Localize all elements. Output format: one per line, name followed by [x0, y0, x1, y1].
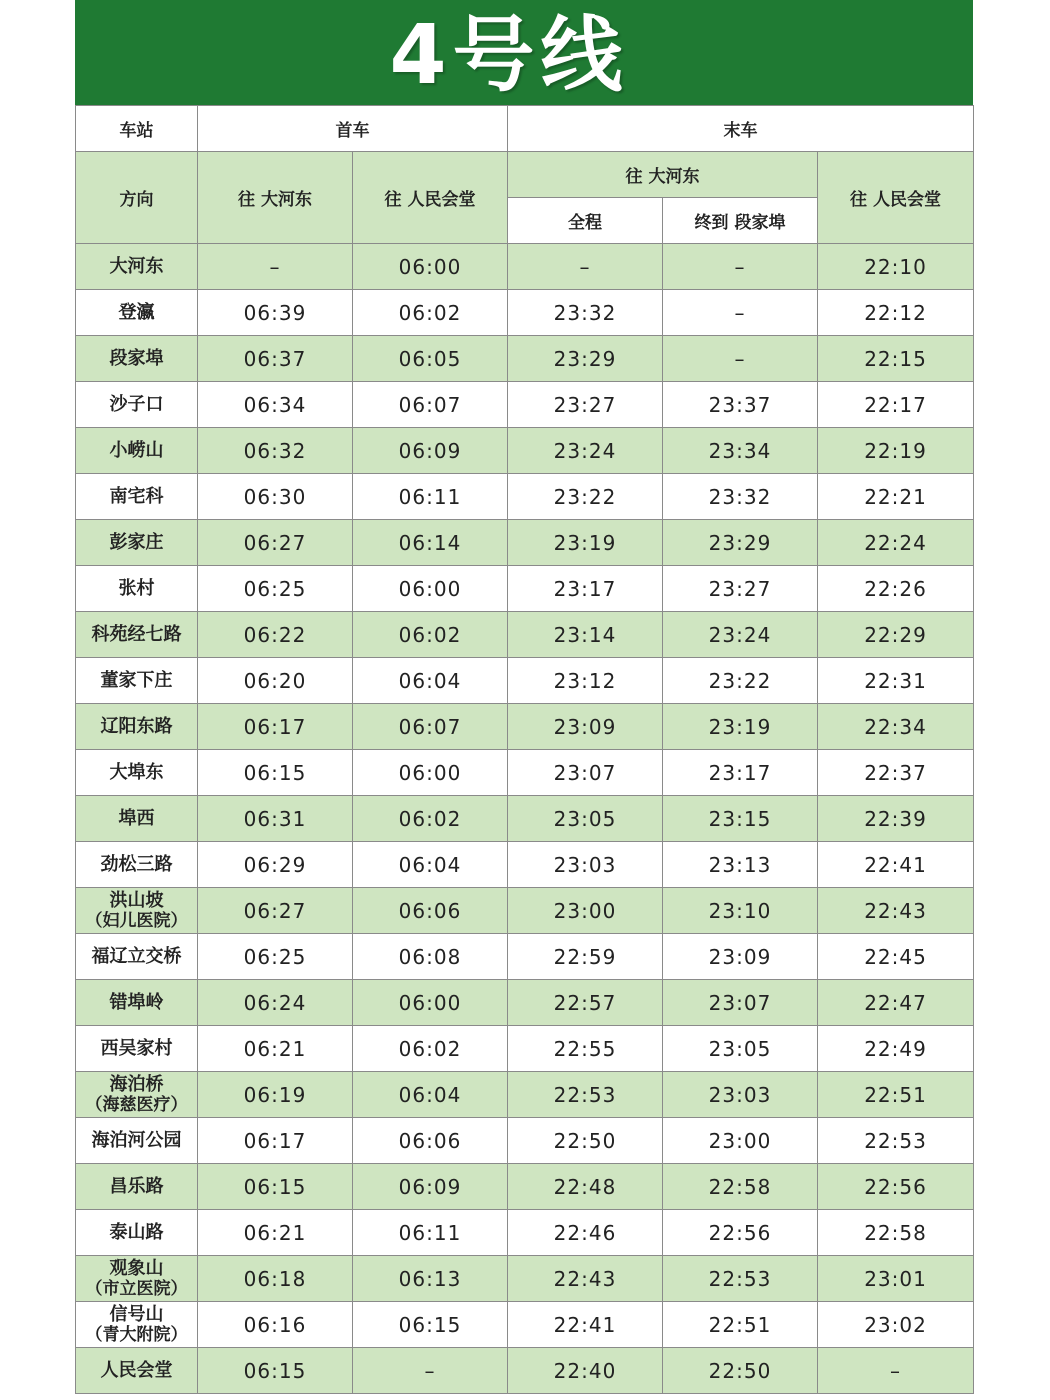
last-train-to-renmin: 22:24 — [818, 520, 974, 566]
timetable — [75, 105, 974, 1394]
first-train-to-renmin: 06:06 — [353, 888, 508, 934]
station-name: 大埠东 — [109, 761, 164, 783]
last-train-terminate-duanjiabu: 22:51 — [663, 1302, 818, 1348]
last-train-terminate-duanjiabu: 22:50 — [663, 1348, 818, 1394]
station-name: 小崂山 — [109, 439, 164, 461]
station-name-cell — [76, 428, 198, 474]
page-title: 4号线 — [389, 8, 629, 103]
header-first-to-renmin: 往 人民会堂 — [353, 152, 508, 244]
last-train-to-renmin: 23:01 — [818, 1256, 974, 1302]
last-train-full-route: 23:05 — [508, 796, 663, 842]
last-train-terminate-duanjiabu: 22:58 — [663, 1164, 818, 1210]
first-train-to-renmin: 06:02 — [353, 612, 508, 658]
last-train-terminate-duanjiabu: – — [663, 244, 818, 290]
table-row — [76, 704, 974, 750]
last-train-full-route: – — [508, 244, 663, 290]
station-name-cell — [76, 980, 198, 1026]
first-train-to-renmin: 06:02 — [353, 796, 508, 842]
table-row — [76, 244, 974, 290]
first-train-to-renmin: 06:14 — [353, 520, 508, 566]
last-train-terminate-duanjiabu: – — [663, 290, 818, 336]
last-train-full-route: 22:50 — [508, 1118, 663, 1164]
table-row — [76, 612, 974, 658]
header-row-1 — [76, 106, 974, 152]
station-name-cell — [76, 382, 198, 428]
first-train-to-renmin: 06:05 — [353, 336, 508, 382]
first-train-to-renmin: 06:00 — [353, 244, 508, 290]
last-train-to-renmin: – — [818, 1348, 974, 1394]
station-name-cell — [76, 612, 198, 658]
last-train-terminate-duanjiabu: 23:00 — [663, 1118, 818, 1164]
station-name: 西吴家村 — [100, 1037, 173, 1059]
last-train-full-route: 23:19 — [508, 520, 663, 566]
station-name-cell — [76, 888, 198, 934]
station-name-cell — [76, 934, 198, 980]
first-train-to-dahedong: 06:20 — [198, 658, 353, 704]
last-train-full-route: 23:24 — [508, 428, 663, 474]
first-train-to-dahedong: 06:30 — [198, 474, 353, 520]
header-terminate-duanjiabu: 终到 段家埠 — [663, 198, 818, 244]
station-name-cell — [76, 290, 198, 336]
station-name: 昌乐路 — [109, 1175, 164, 1197]
first-train-to-renmin: 06:09 — [353, 1164, 508, 1210]
station-name-cell — [76, 566, 198, 612]
station-name-cell — [76, 704, 198, 750]
last-train-to-renmin: 22:39 — [818, 796, 974, 842]
last-train-full-route: 23:27 — [508, 382, 663, 428]
first-train-to-dahedong: 06:24 — [198, 980, 353, 1026]
station-name-cell — [76, 1026, 198, 1072]
last-train-to-renmin: 22:43 — [818, 888, 974, 934]
station-name-cell — [76, 1118, 198, 1164]
first-train-to-dahedong: 06:21 — [198, 1026, 353, 1072]
last-train-to-renmin: 22:34 — [818, 704, 974, 750]
table-row — [76, 842, 974, 888]
first-train-to-dahedong: 06:15 — [198, 1164, 353, 1210]
first-train-to-renmin: 06:15 — [353, 1302, 508, 1348]
table-row — [76, 290, 974, 336]
first-train-to-renmin: 06:11 — [353, 474, 508, 520]
table-row — [76, 566, 974, 612]
header-first-train: 首车 — [198, 106, 508, 152]
station-name-cell — [76, 1072, 198, 1118]
last-train-terminate-duanjiabu: 23:10 — [663, 888, 818, 934]
last-train-to-renmin: 22:31 — [818, 658, 974, 704]
last-train-terminate-duanjiabu: 23:03 — [663, 1072, 818, 1118]
station-name: 洪山坡 — [109, 889, 164, 911]
first-train-to-renmin: 06:02 — [353, 1026, 508, 1072]
station-name: 埠西 — [118, 807, 155, 829]
first-train-to-dahedong: 06:19 — [198, 1072, 353, 1118]
table-row — [76, 1210, 974, 1256]
station-name-cell — [76, 1256, 198, 1302]
station-name-cell — [76, 658, 198, 704]
station-name: 南宅科 — [109, 485, 164, 507]
station-name-cell — [76, 796, 198, 842]
last-train-terminate-duanjiabu: 23:09 — [663, 934, 818, 980]
station-name-cell — [76, 1164, 198, 1210]
table-row — [76, 980, 974, 1026]
table-row — [76, 428, 974, 474]
table-row — [76, 1256, 974, 1302]
last-train-to-renmin: 22:53 — [818, 1118, 974, 1164]
station-name: 劲松三路 — [100, 853, 173, 875]
last-train-full-route: 22:57 — [508, 980, 663, 1026]
first-train-to-renmin: 06:00 — [353, 750, 508, 796]
last-train-to-renmin: 22:47 — [818, 980, 974, 1026]
station-name-cell — [76, 1210, 198, 1256]
first-train-to-dahedong: 06:15 — [198, 1348, 353, 1394]
first-train-to-dahedong: 06:32 — [198, 428, 353, 474]
last-train-full-route: 22:41 — [508, 1302, 663, 1348]
last-train-to-renmin: 22:26 — [818, 566, 974, 612]
last-train-full-route: 23:14 — [508, 612, 663, 658]
first-train-to-dahedong: 06:27 — [198, 520, 353, 566]
last-train-to-renmin: 22:10 — [818, 244, 974, 290]
last-train-terminate-duanjiabu: 23:15 — [663, 796, 818, 842]
last-train-terminate-duanjiabu: 23:34 — [663, 428, 818, 474]
last-train-terminate-duanjiabu: – — [663, 336, 818, 382]
first-train-to-renmin: 06:00 — [353, 980, 508, 1026]
header-full-route: 全程 — [508, 198, 663, 244]
last-train-to-renmin: 22:19 — [818, 428, 974, 474]
last-train-to-renmin: 23:02 — [818, 1302, 974, 1348]
header-last-to-renmin: 往 人民会堂 — [818, 152, 974, 244]
last-train-full-route: 23:32 — [508, 290, 663, 336]
last-train-to-renmin: 22:21 — [818, 474, 974, 520]
header-last-to-dahedong: 往 大河东 — [508, 152, 818, 198]
last-train-terminate-duanjiabu: 23:27 — [663, 566, 818, 612]
first-train-to-renmin: – — [353, 1348, 508, 1394]
station-name-cell — [76, 520, 198, 566]
last-train-terminate-duanjiabu: 23:05 — [663, 1026, 818, 1072]
title-bar — [75, 0, 973, 105]
first-train-to-dahedong: 06:31 — [198, 796, 353, 842]
table-row — [76, 1302, 974, 1348]
table-row — [76, 474, 974, 520]
last-train-terminate-duanjiabu: 23:13 — [663, 842, 818, 888]
first-train-to-dahedong: 06:15 — [198, 750, 353, 796]
station-name: 董家下庄 — [100, 669, 173, 691]
first-train-to-dahedong: 06:34 — [198, 382, 353, 428]
station-name: 观象山 — [109, 1257, 164, 1279]
station-name: 科苑经七路 — [91, 623, 182, 645]
last-train-to-renmin: 22:56 — [818, 1164, 974, 1210]
table-row — [76, 520, 974, 566]
last-train-full-route: 23:09 — [508, 704, 663, 750]
station-name-cell — [76, 474, 198, 520]
first-train-to-dahedong: 06:22 — [198, 612, 353, 658]
header-station: 车站 — [76, 106, 198, 152]
last-train-full-route: 23:29 — [508, 336, 663, 382]
table-row — [76, 658, 974, 704]
last-train-to-renmin: 22:51 — [818, 1072, 974, 1118]
first-train-to-renmin: 06:07 — [353, 704, 508, 750]
station-name: 沙子口 — [109, 393, 164, 415]
first-train-to-dahedong: 06:29 — [198, 842, 353, 888]
last-train-terminate-duanjiabu: 23:17 — [663, 750, 818, 796]
station-subname: （青大附院） — [85, 1324, 188, 1345]
first-train-to-renmin: 06:04 — [353, 1072, 508, 1118]
first-train-to-renmin: 06:07 — [353, 382, 508, 428]
station-name: 张村 — [118, 577, 155, 599]
last-train-full-route: 22:40 — [508, 1348, 663, 1394]
table-row — [76, 382, 974, 428]
last-train-terminate-duanjiabu: 23:24 — [663, 612, 818, 658]
table-row — [76, 796, 974, 842]
last-train-full-route: 23:07 — [508, 750, 663, 796]
station-name: 福辽立交桥 — [91, 945, 182, 967]
last-train-to-renmin: 22:15 — [818, 336, 974, 382]
station-name-cell — [76, 1348, 198, 1394]
first-train-to-renmin: 06:08 — [353, 934, 508, 980]
last-train-full-route: 22:48 — [508, 1164, 663, 1210]
station-name: 人民会堂 — [100, 1359, 173, 1381]
first-train-to-dahedong: 06:21 — [198, 1210, 353, 1256]
table-row — [76, 750, 974, 796]
station-name: 泰山路 — [109, 1221, 164, 1243]
last-train-to-renmin: 22:45 — [818, 934, 974, 980]
table-row — [76, 934, 974, 980]
first-train-to-renmin: 06:00 — [353, 566, 508, 612]
header-first-to-dahedong: 往 大河东 — [198, 152, 353, 244]
last-train-full-route: 22:43 — [508, 1256, 663, 1302]
station-name: 信号山 — [109, 1303, 164, 1325]
last-train-to-renmin: 22:29 — [818, 612, 974, 658]
last-train-terminate-duanjiabu: 23:07 — [663, 980, 818, 1026]
last-train-terminate-duanjiabu: 23:29 — [663, 520, 818, 566]
header-direction: 方向 — [76, 152, 198, 244]
first-train-to-renmin: 06:09 — [353, 428, 508, 474]
last-train-full-route: 22:59 — [508, 934, 663, 980]
station-name: 海泊桥 — [109, 1073, 164, 1095]
station-name: 海泊河公园 — [91, 1129, 182, 1151]
station-name: 登瀛 — [118, 301, 155, 323]
last-train-full-route: 23:12 — [508, 658, 663, 704]
station-name: 大河东 — [109, 255, 164, 277]
table-row — [76, 336, 974, 382]
station-name-cell — [76, 1302, 198, 1348]
first-train-to-dahedong: 06:25 — [198, 934, 353, 980]
table-row — [76, 1072, 974, 1118]
last-train-terminate-duanjiabu: 22:56 — [663, 1210, 818, 1256]
last-train-to-renmin: 22:37 — [818, 750, 974, 796]
station-name: 辽阳东路 — [100, 715, 173, 737]
table-row — [76, 1118, 974, 1164]
station-name-cell — [76, 336, 198, 382]
first-train-to-renmin: 06:11 — [353, 1210, 508, 1256]
last-train-terminate-duanjiabu: 23:19 — [663, 704, 818, 750]
first-train-to-dahedong: 06:27 — [198, 888, 353, 934]
station-name: 错埠岭 — [109, 991, 164, 1013]
last-train-full-route: 22:53 — [508, 1072, 663, 1118]
first-train-to-renmin: 06:04 — [353, 842, 508, 888]
first-train-to-renmin: 06:13 — [353, 1256, 508, 1302]
first-train-to-dahedong: 06:18 — [198, 1256, 353, 1302]
table-row — [76, 1348, 974, 1394]
last-train-terminate-duanjiabu: 22:53 — [663, 1256, 818, 1302]
station-name: 彭家庄 — [109, 531, 164, 553]
header-last-train: 末车 — [508, 106, 974, 152]
table-row — [76, 1026, 974, 1072]
first-train-to-renmin: 06:02 — [353, 290, 508, 336]
first-train-to-dahedong: 06:25 — [198, 566, 353, 612]
last-train-full-route: 22:46 — [508, 1210, 663, 1256]
first-train-to-renmin: 06:06 — [353, 1118, 508, 1164]
station-name-cell — [76, 842, 198, 888]
last-train-full-route: 23:00 — [508, 888, 663, 934]
table-row — [76, 888, 974, 934]
first-train-to-dahedong: 06:17 — [198, 704, 353, 750]
station-name-cell — [76, 750, 198, 796]
last-train-to-renmin: 22:12 — [818, 290, 974, 336]
first-train-to-dahedong: 06:39 — [198, 290, 353, 336]
last-train-full-route: 23:03 — [508, 842, 663, 888]
last-train-to-renmin: 22:41 — [818, 842, 974, 888]
first-train-to-dahedong: 06:17 — [198, 1118, 353, 1164]
last-train-full-route: 22:55 — [508, 1026, 663, 1072]
last-train-to-renmin: 22:49 — [818, 1026, 974, 1072]
station-name-cell — [76, 244, 198, 290]
header-row-2 — [76, 152, 974, 198]
last-train-to-renmin: 22:58 — [818, 1210, 974, 1256]
station-subname: （妇儿医院） — [85, 910, 188, 931]
last-train-terminate-duanjiabu: 23:37 — [663, 382, 818, 428]
timetable-body — [76, 244, 974, 1394]
station-subname: （海慈医疗） — [85, 1094, 188, 1115]
first-train-to-dahedong: 06:37 — [198, 336, 353, 382]
last-train-terminate-duanjiabu: 23:22 — [663, 658, 818, 704]
last-train-to-renmin: 22:17 — [818, 382, 974, 428]
last-train-terminate-duanjiabu: 23:32 — [663, 474, 818, 520]
station-subname: （市立医院） — [85, 1278, 188, 1299]
last-train-full-route: 23:17 — [508, 566, 663, 612]
table-row — [76, 1164, 974, 1210]
station-name: 段家埠 — [109, 347, 164, 369]
first-train-to-dahedong: – — [198, 244, 353, 290]
first-train-to-renmin: 06:04 — [353, 658, 508, 704]
first-train-to-dahedong: 06:16 — [198, 1302, 353, 1348]
last-train-full-route: 23:22 — [508, 474, 663, 520]
